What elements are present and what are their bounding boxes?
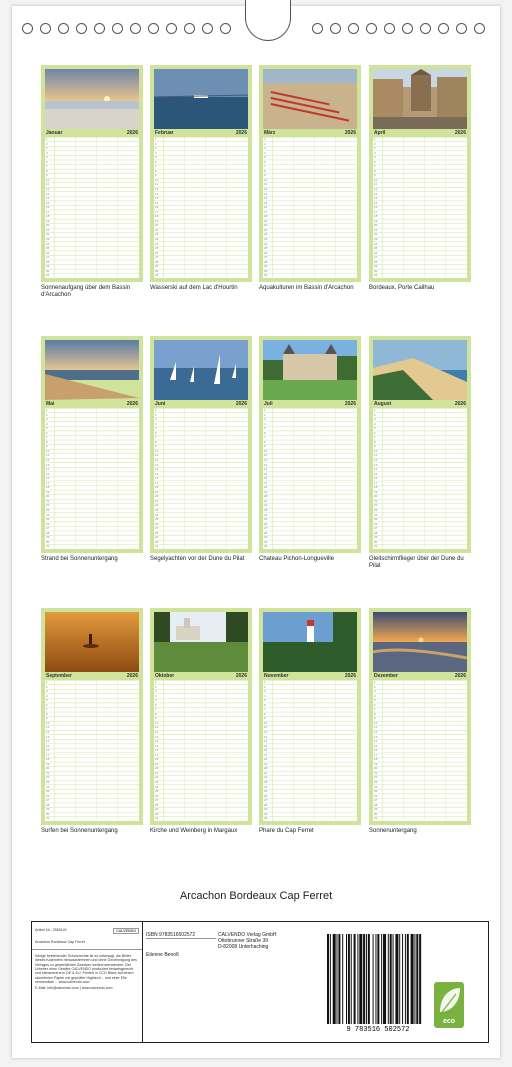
month-header [373, 401, 467, 407]
month-header [45, 401, 139, 407]
month-year: 2026 [344, 401, 356, 407]
month-day-grid [263, 137, 357, 278]
month-caption: Chateau Pichon-Longueville [259, 556, 335, 562]
month-year: 2026 [126, 673, 138, 679]
month-caption: Sonnenuntergang [369, 828, 417, 834]
month-caption: Wasserski auf dem Lac d'Hourtin [150, 285, 238, 291]
calendar-page [12, 6, 500, 1058]
spiral-hole [402, 23, 413, 34]
article-number: Artikel Nr.: 2565140 [35, 928, 67, 932]
month-year: 2026 [344, 673, 356, 679]
day-numbers: 1 2 3 4 5 6 7 8 9 10 11 12 13 14 15 16 17 18 19 20 21 22 23 24 25 26 27 28 29 30 31 [155, 137, 159, 278]
month-photo [263, 69, 357, 129]
day-numbers: 1 2 3 4 5 6 7 8 9 10 11 12 13 14 15 16 17 18 19 20 21 22 23 24 25 26 27 28 29 30 31 [155, 680, 159, 821]
month-year: 2026 [235, 673, 247, 679]
month-header [154, 673, 248, 679]
calvendo-logo: CALVENDO [113, 928, 139, 934]
barcode-number: 9 783516 502572 [346, 1026, 410, 1034]
eco-label: eco [442, 1018, 456, 1025]
month-name: Juli [264, 401, 273, 407]
month-year: 2026 [126, 130, 138, 136]
month-caption: Bordeaux, Porte Cailhau [369, 285, 435, 291]
barcode [325, 934, 431, 1036]
spiral-hole [220, 23, 231, 34]
month-photo [154, 612, 248, 672]
spiral-hole [312, 23, 323, 34]
month-header [154, 401, 248, 407]
spiral-hole [112, 23, 123, 34]
month-photo [45, 612, 139, 672]
month-year: 2026 [235, 130, 247, 136]
spiral-hole [130, 23, 141, 34]
spiral-hole [202, 23, 213, 34]
month-caption: Surfen bei Sonnenuntergang [41, 828, 118, 834]
month-photo [45, 69, 139, 129]
spiral-hole [348, 23, 359, 34]
day-numbers: 1 2 3 4 5 6 7 8 9 10 11 12 13 14 15 16 17 18 19 20 21 22 23 24 25 26 27 28 29 30 31 [46, 680, 50, 821]
hanger-cutout [245, 0, 291, 41]
publisher-city: D-82008 Unterhaching [218, 944, 269, 950]
legal-text: Infolge bestehender Schutzrechte ist es untersagt, die Bilder dieses Kalenders herauszutrennen und ohne Genehmigung des Verlages zu gewerblichen Zwecken weiterzuverwenden. Der Urheber ohne Gewähr CALVENDO produziert bedarfsgerecht und klimaneutral in DE & EU. Printed in CCO Blanc auf einem säurefreien Papier mit geprüfter Hightech... und einer Elle verwendbar ... www.calvendo.com [35, 953, 137, 985]
month-name: Dezember [374, 673, 398, 679]
month-name: Juni [155, 401, 166, 407]
month-day-grid [263, 680, 357, 821]
month-photo [154, 340, 248, 400]
spiral-hole [58, 23, 69, 34]
month-photo [373, 340, 467, 400]
month-day-grid [45, 408, 139, 549]
day-numbers: 1 2 3 4 5 6 7 8 9 10 11 12 13 14 15 16 17 18 19 20 21 22 23 24 25 26 27 28 29 30 31 [46, 137, 50, 278]
month-name: September [46, 673, 72, 679]
month-caption: Aquakulturen im Bassin d'Arcachon [259, 285, 354, 291]
day-numbers: 1 2 3 4 5 6 7 8 9 10 11 12 13 14 15 16 17 18 19 20 21 22 23 24 25 26 27 28 29 30 31 [46, 408, 50, 549]
month-caption: Gleitschirmflieger über der Dune du Pilat [369, 556, 464, 569]
month-header [154, 130, 248, 136]
short-title: Arcachon Bordeaux Cap Ferret [32, 936, 142, 949]
month-day-grid [154, 137, 248, 278]
month-year: 2026 [454, 401, 466, 407]
month-name: April [374, 130, 386, 136]
month-name: Januar [46, 130, 63, 136]
month-header [263, 673, 357, 679]
month-photo [263, 612, 357, 672]
month-photo [45, 340, 139, 400]
day-numbers: 1 2 3 4 5 6 7 8 9 10 11 12 13 14 15 16 17 18 19 20 21 22 23 24 25 26 27 28 29 30 31 [374, 137, 378, 278]
month-day-grid [373, 137, 467, 278]
publisher-street: Ottobrunner Straße 39 [218, 938, 269, 944]
month-caption: Kirche und Weinberg in Margaux [150, 828, 238, 834]
spiral-hole [384, 23, 395, 34]
author: Etienne Benoît [146, 952, 179, 958]
spiral-hole [22, 23, 33, 34]
month-name: November [264, 673, 289, 679]
email-line: E-Mail: info@calvendo.com | www.calvendo.com [35, 985, 113, 990]
spiral-hole [438, 23, 449, 34]
month-day-grid [45, 680, 139, 821]
month-year: 2026 [235, 401, 247, 407]
spiral-hole [94, 23, 105, 34]
month-header [263, 130, 357, 136]
day-numbers: 1 2 3 4 5 6 7 8 9 10 11 12 13 14 15 16 17 18 19 20 21 22 23 24 25 26 27 28 29 30 31 [264, 680, 268, 821]
month-name: März [264, 130, 276, 136]
month-header [45, 673, 139, 679]
month-name: Oktober [155, 673, 175, 679]
spiral-hole [456, 23, 467, 34]
month-year: 2026 [454, 673, 466, 679]
month-day-grid [263, 408, 357, 549]
month-caption: Sonnenaufgang über dem Bassin d'Arcachon [41, 285, 131, 298]
month-year: 2026 [344, 130, 356, 136]
month-photo [373, 612, 467, 672]
month-day-grid [373, 408, 467, 549]
month-name: Februar [155, 130, 174, 136]
publisher-name: CALVENDO Verlag GmbH [218, 932, 277, 938]
calendar-title: Arcachon Bordeaux Cap Ferret [179, 890, 333, 902]
info-publisher-column [143, 922, 293, 1042]
spiral-hole [76, 23, 87, 34]
spiral-hole [474, 23, 485, 34]
spiral-hole [330, 23, 341, 34]
month-day-grid [154, 680, 248, 821]
month-year: 2026 [126, 401, 138, 407]
info-legal-column [32, 922, 143, 1042]
month-header [45, 130, 139, 136]
spiral-hole [40, 23, 51, 34]
month-header [373, 673, 467, 679]
month-name: August [374, 401, 392, 407]
eco-badge [434, 982, 464, 1028]
month-photo [373, 69, 467, 129]
spiral-hole [184, 23, 195, 34]
month-photo [263, 340, 357, 400]
month-name: Mai [46, 401, 55, 407]
month-header [263, 401, 357, 407]
spiral-hole [420, 23, 431, 34]
day-numbers: 1 2 3 4 5 6 7 8 9 10 11 12 13 14 15 16 17 18 19 20 21 22 23 24 25 26 27 28 29 30 31 [264, 408, 268, 549]
month-day-grid [154, 408, 248, 549]
month-caption: Strand bei Sonnenuntergang [41, 556, 118, 562]
month-caption: Phare du Cap Ferret [259, 828, 314, 834]
isbn: ISBN 9783516502572 [146, 932, 216, 939]
info-box [31, 921, 489, 1043]
month-photo [154, 69, 248, 129]
day-numbers: 1 2 3 4 5 6 7 8 9 10 11 12 13 14 15 16 17 18 19 20 21 22 23 24 25 26 27 28 29 30 31 [155, 408, 159, 549]
day-numbers: 1 2 3 4 5 6 7 8 9 10 11 12 13 14 15 16 17 18 19 20 21 22 23 24 25 26 27 28 29 30 31 [374, 680, 378, 821]
month-header [373, 130, 467, 136]
month-caption: Segelyachten vor der Dune du Pilat [150, 556, 245, 562]
month-year: 2026 [454, 130, 466, 136]
spiral-hole [366, 23, 377, 34]
day-numbers: 1 2 3 4 5 6 7 8 9 10 11 12 13 14 15 16 17 18 19 20 21 22 23 24 25 26 27 28 29 30 31 [264, 137, 268, 278]
month-day-grid [45, 137, 139, 278]
spiral-hole [166, 23, 177, 34]
month-day-grid [373, 680, 467, 821]
day-numbers: 1 2 3 4 5 6 7 8 9 10 11 12 13 14 15 16 17 18 19 20 21 22 23 24 25 26 27 28 29 30 31 [374, 408, 378, 549]
spiral-hole [148, 23, 159, 34]
